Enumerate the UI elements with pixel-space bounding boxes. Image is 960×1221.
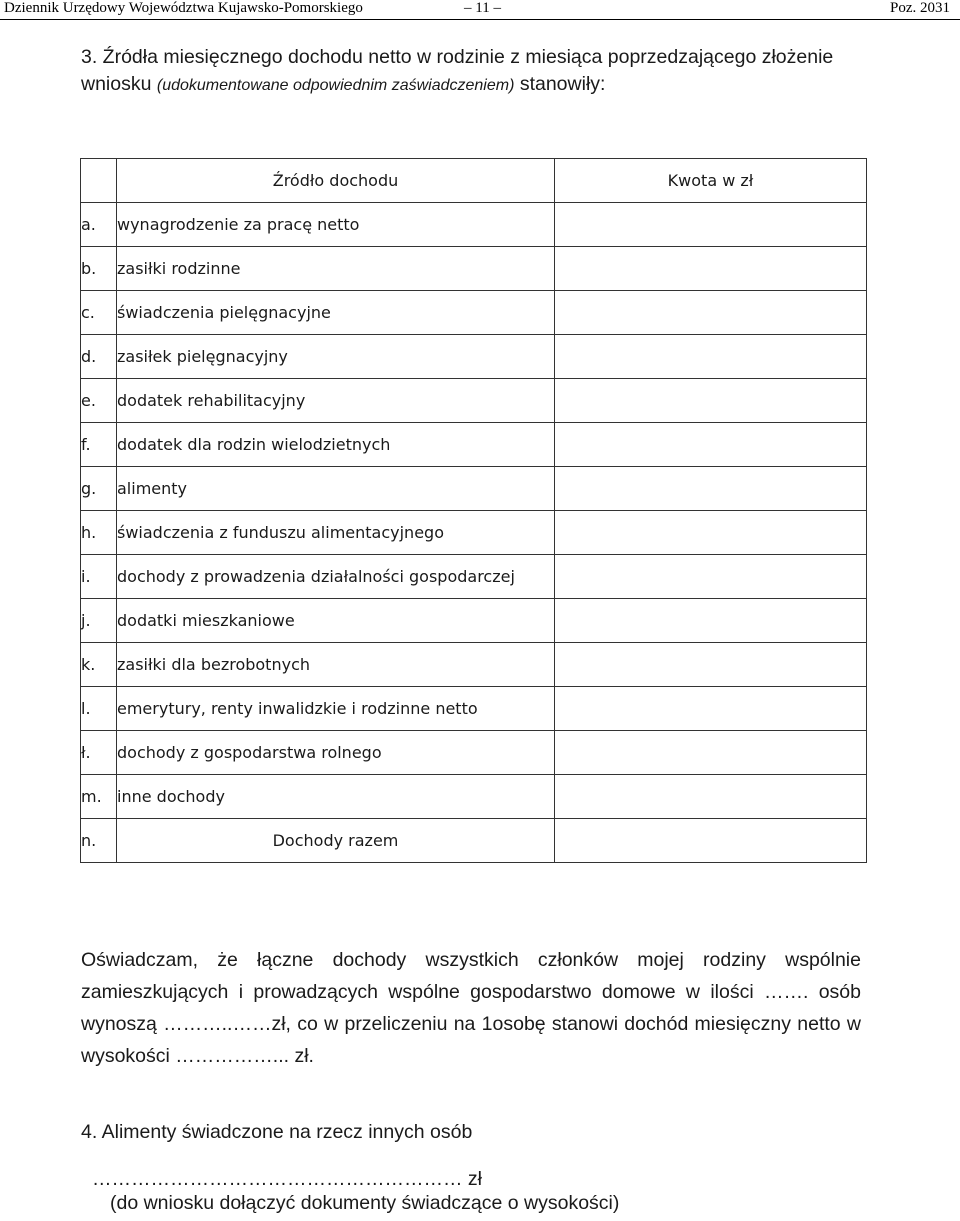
section-3-note: (udokumentowane odpowiednim zaświadczeniem) bbox=[156, 77, 515, 94]
row-letter: m. bbox=[81, 775, 117, 819]
row-letter: e. bbox=[81, 379, 117, 423]
table-row bbox=[81, 291, 867, 335]
row-letter: k. bbox=[81, 643, 117, 687]
position-number: Poz. 2031 bbox=[890, 0, 950, 16]
attachment-note: (do wniosku dołączyć dokumenty świadczące o wysokości) bbox=[110, 1192, 620, 1214]
row-source-label: zasiłki dla bezrobotnych bbox=[117, 643, 555, 687]
declaration-text: Oświadczam, że łączne dochody wszystkich członków mojej rodziny wspólnie zamieszkujących i prowadzących wspólne gospodarstwo domowe w ilości ……. osób wynoszą ………..……zł, co w przeliczeniu na 1osobę stanowi dochód miesięczny netto w wysokości ……………... zł. bbox=[81, 949, 861, 1067]
row-letter: d. bbox=[81, 335, 117, 379]
row-amount-cell[interactable] bbox=[555, 379, 867, 423]
table-row bbox=[81, 511, 867, 555]
row-source-label: dodatek dla rodzin wielodzietnych bbox=[117, 423, 555, 467]
row-amount-cell[interactable] bbox=[555, 511, 867, 555]
row-source-label: zasiłek pielęgnacyjny bbox=[117, 335, 555, 379]
table-row bbox=[81, 775, 867, 819]
header-source: Źródło dochodu bbox=[117, 159, 555, 203]
total-label: Dochody razem bbox=[117, 819, 555, 863]
total-row bbox=[81, 819, 867, 863]
row-source-label: zasiłki rodzinne bbox=[117, 247, 555, 291]
row-letter: g. bbox=[81, 467, 117, 511]
income-sources-table bbox=[80, 158, 867, 863]
header-amount: Kwota w zł bbox=[555, 159, 867, 203]
row-letter: h. bbox=[81, 511, 117, 555]
row-source-label: inne dochody bbox=[117, 775, 555, 819]
row-amount-cell[interactable] bbox=[555, 731, 867, 775]
row-letter: a. bbox=[81, 203, 117, 247]
row-amount-cell[interactable] bbox=[555, 423, 867, 467]
table-header-row bbox=[81, 159, 867, 203]
row-amount-cell[interactable] bbox=[555, 599, 867, 643]
section-3-title-end: stanowiły: bbox=[514, 73, 606, 95]
page-header bbox=[0, 0, 960, 20]
table-row bbox=[81, 379, 867, 423]
table-row bbox=[81, 687, 867, 731]
section-3-heading bbox=[81, 44, 881, 99]
header-rule bbox=[0, 19, 960, 20]
alimony-amount-field[interactable]: ………………………………………………… zł bbox=[92, 1168, 482, 1190]
row-source-label: świadczenia z funduszu alimentacyjnego bbox=[117, 511, 555, 555]
row-letter: ł. bbox=[81, 731, 117, 775]
table-row bbox=[81, 335, 867, 379]
table-row bbox=[81, 423, 867, 467]
table-row bbox=[81, 731, 867, 775]
row-amount-cell[interactable] bbox=[555, 203, 867, 247]
table-row bbox=[81, 555, 867, 599]
page-number: – 11 – bbox=[464, 0, 501, 16]
row-source-label: wynagrodzenie za pracę netto bbox=[117, 203, 555, 247]
table-row bbox=[81, 643, 867, 687]
table-row bbox=[81, 203, 867, 247]
journal-title: Dziennik Urzędowy Województwa Kujawsko-Pomorskiego bbox=[4, 0, 363, 16]
row-amount-cell[interactable] bbox=[555, 247, 867, 291]
row-amount-cell[interactable] bbox=[555, 291, 867, 335]
row-source-label: dodatki mieszkaniowe bbox=[117, 599, 555, 643]
row-letter: i. bbox=[81, 555, 117, 599]
row-amount-cell[interactable] bbox=[555, 555, 867, 599]
table-row bbox=[81, 467, 867, 511]
table-row bbox=[81, 599, 867, 643]
row-amount-cell[interactable] bbox=[555, 643, 867, 687]
row-amount-cell[interactable] bbox=[555, 467, 867, 511]
row-source-label: dochody z gospodarstwa rolnego bbox=[117, 731, 555, 775]
row-amount-cell[interactable] bbox=[555, 687, 867, 731]
row-letter: l. bbox=[81, 687, 117, 731]
row-letter: f. bbox=[81, 423, 117, 467]
row-amount-cell[interactable] bbox=[555, 335, 867, 379]
total-amount-cell[interactable] bbox=[555, 819, 867, 863]
row-letter: c. bbox=[81, 291, 117, 335]
row-source-label: emerytury, renty inwalidzkie i rodzinne netto bbox=[117, 687, 555, 731]
header-letter-cell bbox=[81, 159, 117, 203]
row-source-label: dochody z prowadzenia działalności gospodarczej bbox=[117, 555, 555, 599]
row-letter: j. bbox=[81, 599, 117, 643]
section-3-title: 3. Źródła miesięcznego dochodu netto w rodzinie z miesiąca poprzedzającego złożenie wniosku bbox=[81, 46, 834, 95]
total-letter: n. bbox=[81, 819, 117, 863]
section-4-title: 4. Alimenty świadczone na rzecz innych osób bbox=[81, 1121, 473, 1143]
row-letter: b. bbox=[81, 247, 117, 291]
row-amount-cell[interactable] bbox=[555, 775, 867, 819]
row-source-label: dodatek rehabilitacyjny bbox=[117, 379, 555, 423]
table-row bbox=[81, 247, 867, 291]
row-source-label: alimenty bbox=[117, 467, 555, 511]
row-source-label: świadczenia pielęgnacyjne bbox=[117, 291, 555, 335]
